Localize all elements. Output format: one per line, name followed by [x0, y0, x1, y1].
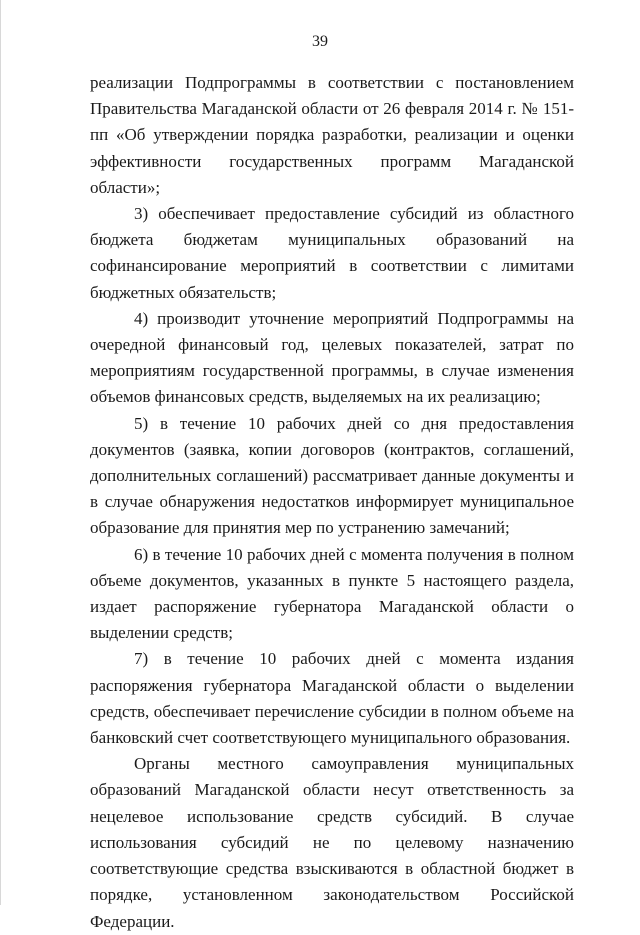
- paragraph-responsibility: Органы местного самоуправления муниципальных образований Магаданской области несут ответственность за нецелевое использование средств субсидий. В случае использования субсидий не по целевому назначению соответствующие средства взыскиваются в областной бюджет в порядке, установленном законодательством Российской Федерации.: [90, 754, 574, 931]
- paragraph-item-5: 5) в течение 10 рабочих дней со дня предоставления документов (заявка, копии договоров (контрактов, соглашений, дополнительных соглашений) рассматривает данные документы и в случае обнаружения недостатков информирует муниципальное образование для принятия мер по устранению замечаний;: [90, 413, 574, 538]
- page-number: 39: [312, 33, 328, 50]
- scan-edge-line: [0, 0, 1, 905]
- paragraph-continuation: реализации Подпрограммы в соответствии с постановлением Правительства Магаданской области от 26 февраля 2014 г. № 151-пп «Об утверждении порядка разработки, реализации и оценки эффективности государственных программ Магаданской области»;: [90, 73, 574, 197]
- paragraph-item-7: 7) в течение 10 рабочих дней с момента издания распоряжения губернатора Магаданской области о выделении средств, обеспечивает перечисление субсидии в полном объеме на банковский счет соответствующего муниципального образования.: [90, 649, 574, 748]
- paragraph-item-3: 3) обеспечивает предоставление субсидий из областного бюджета бюджетам муниципальных образований на софинансирование мероприятий в соответствии с лимитами бюджетных обязательств;: [90, 204, 574, 302]
- paragraph-item-6: 6) в течение 10 рабочих дней с момента получения в полном объеме документов, указанных в пункте 5 настоящего раздела, издает распоряжение губернатора Магаданской области о выделении средств;: [90, 544, 574, 643]
- paragraph-item-4: 4) производит уточнение мероприятий Подпрограммы на очередной финансовый год, целевых показателей, затрат по мероприятиям государственной программы, в случае изменения объемов финансовых средств, выделяемых на их реализацию;: [90, 308, 574, 407]
- document-body: [90, 70, 574, 935]
